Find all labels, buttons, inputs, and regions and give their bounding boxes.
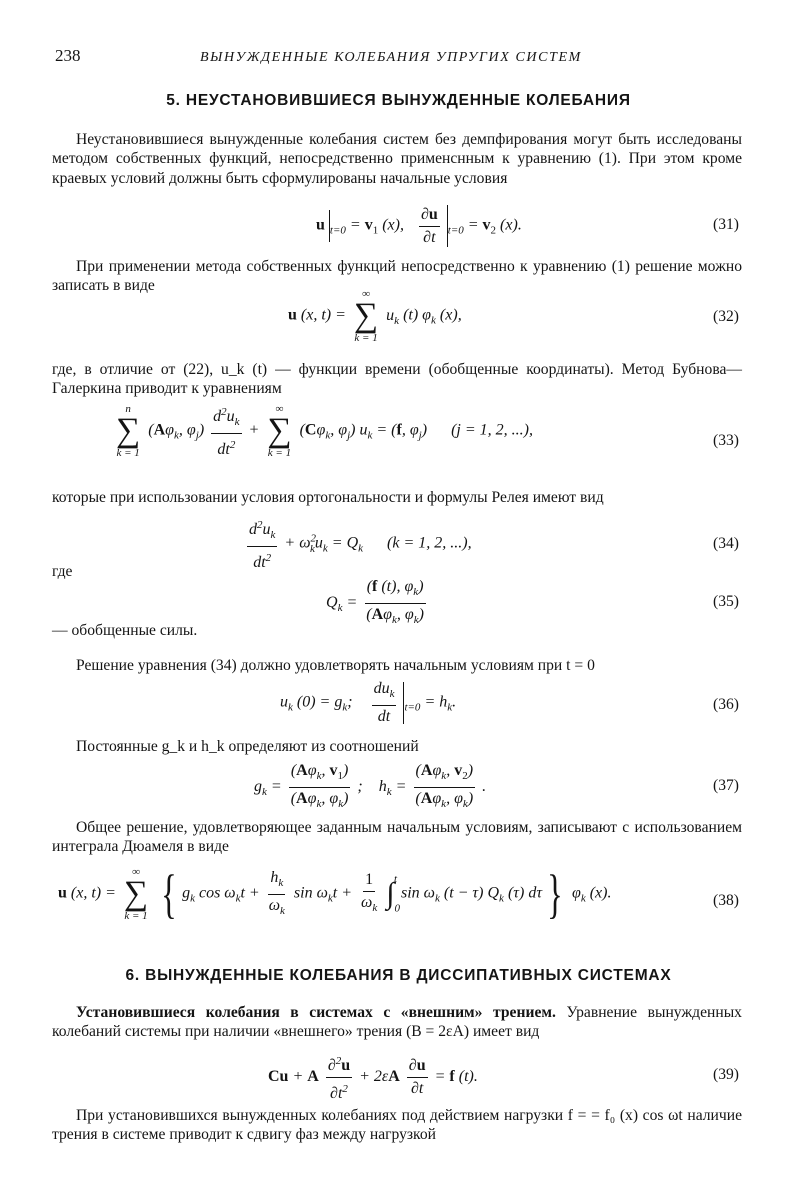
paragraph-constants: Постоянные g_k и h_k определяют из соотношений	[76, 738, 419, 755]
text-generalized-forces: — обобщенные силы.	[52, 622, 198, 639]
section-6-title: 6. ВЫНУЖДЕННЫЕ КОЛЕБАНИЯ В ДИССИПАТИВНЫХ СИСТЕМАХ	[125, 967, 672, 984]
paragraph-functions: где, в отличие от (22), u_k (t) — функции времени (обобщенные координаты). Метод Бубнова—Галеркина приводит к уравнениям	[52, 361, 742, 398]
equation-39: Cu + A $\frac{\partial^2u}{\partial t^2}$ + 2εA $\frac{\partial u}{\partial t}$ = f (t).	[268, 1052, 478, 1103]
page-number: 238	[55, 46, 81, 65]
equation-33: n ∑ k = 1 ($A\varphi_k$, $\varphi_j$) $\frac{d^2u_k}{dt^2}$ + ∞ ∑ k = 1 ($C\varphi_k$, $\varphi_j$) $u_k = (f$, $\varphi_j$) (j = 1, 2, ...),	[116, 403, 533, 459]
paragraph-initial: Решение уравнения (34) должно удовлетворять начальным условиям при t = 0	[76, 657, 595, 674]
paragraph-orthogonality: которые при использовании условия ортогональности и формулы Релея имеют вид	[52, 489, 604, 506]
equation-38: u (x, t) = ∞ ∑ k = 1 { $g_k$ $\cos \omega_kt$ + $\frac{h_k}{\omega_k}$ $\sin \omega_kt$ + $\frac{1}{\omega_k}$ $\int_0^t$ $\sin \omega_k$ (t − τ) $Q_k$ (τ) dτ} $\varphi_k$ (x).	[58, 864, 612, 924]
equation-37-number: (37)	[713, 777, 739, 794]
equation-35: $Q_k$ = $\frac{(f (t), \varphi_k)}{(A\varphi_k, \varphi_k)}$	[326, 578, 424, 626]
text-where: где	[52, 563, 73, 580]
paragraph-friction: Установившиеся колебания в системах с «внешним» трением. Уравнение вынужденных колебаний системы при наличии «внешнего» трения (B = 2εA) имеет вид	[52, 1004, 742, 1041]
paragraph-steady-state: При установившихся вынужденных колебаниях под действием нагрузки f = = f₀ (x) cos ωt наличие трения в системе приводит к сдвигу фаз между нагрузкой	[52, 1107, 742, 1144]
equation-32: u (x, t) = ∞ ∑ k = 1 $u_k$ (t) $\varphi_k$ (x),	[288, 288, 462, 344]
equation-37: $g_k$ = $\frac{(A\varphi_k, v_1)}{(A\varphi_k, \varphi_k)}$ ; $h_k$ = $\frac{(A\varphi_k, v_2)}{(A\varphi_k, \varphi_k)}$ .	[254, 762, 487, 810]
equation-32-number: (32)	[713, 308, 739, 325]
equation-31-number: (31)	[713, 216, 739, 233]
paragraph-duhamel: Общее решение, удовлетворяющее заданным начальным условиям, записывают с использованием интеграла Дюамеля в виде	[52, 819, 742, 856]
equation-35-number: (35)	[713, 593, 739, 610]
paragraph-intro: Неустановившиеся вынужденные колебания систем без демпфирования могут быть исследованы методом собственных функций, непосредственно применснным к уравнению (1). При этом кроме краевых условий должны быть сформулированы начальные условия	[52, 131, 742, 187]
equation-38-number: (38)	[713, 892, 739, 909]
equation-34-number: (34)	[713, 535, 739, 552]
paragraph-method: При применении метода собственных функций непосредственно к уравнению (1) решение можно записать в виде	[52, 258, 742, 295]
equation-34: $\frac{d^2u_k}{dt^2}$ + $\omega^2_ku_k = Q_k$ (k = 1, 2, ...),	[244, 516, 472, 572]
equation-31: u $_{t=0} = v_1$ (x), $\frac{\partial u}{\partial t}$ $_{t=0} = v_2$ (x).	[316, 205, 522, 246]
section-5-title: 5. НЕУСТАНОВИВШИЕСЯ ВЫНУЖДЕННЫЕ КОЛЕБАНИЯ	[166, 92, 631, 109]
equation-33-number: (33)	[713, 432, 739, 449]
equation-36: $u_k$ $(0) = g_k$; $\frac{du_k}{dt}$ $_{t=0} = h_k$.	[280, 680, 457, 725]
running-title: ВЫНУЖДЕННЫЕ КОЛЕБАНИЯ УПРУГИХ СИСТЕМ	[200, 50, 582, 65]
equation-39-number: (39)	[713, 1066, 739, 1083]
equation-36-number: (36)	[713, 696, 739, 713]
